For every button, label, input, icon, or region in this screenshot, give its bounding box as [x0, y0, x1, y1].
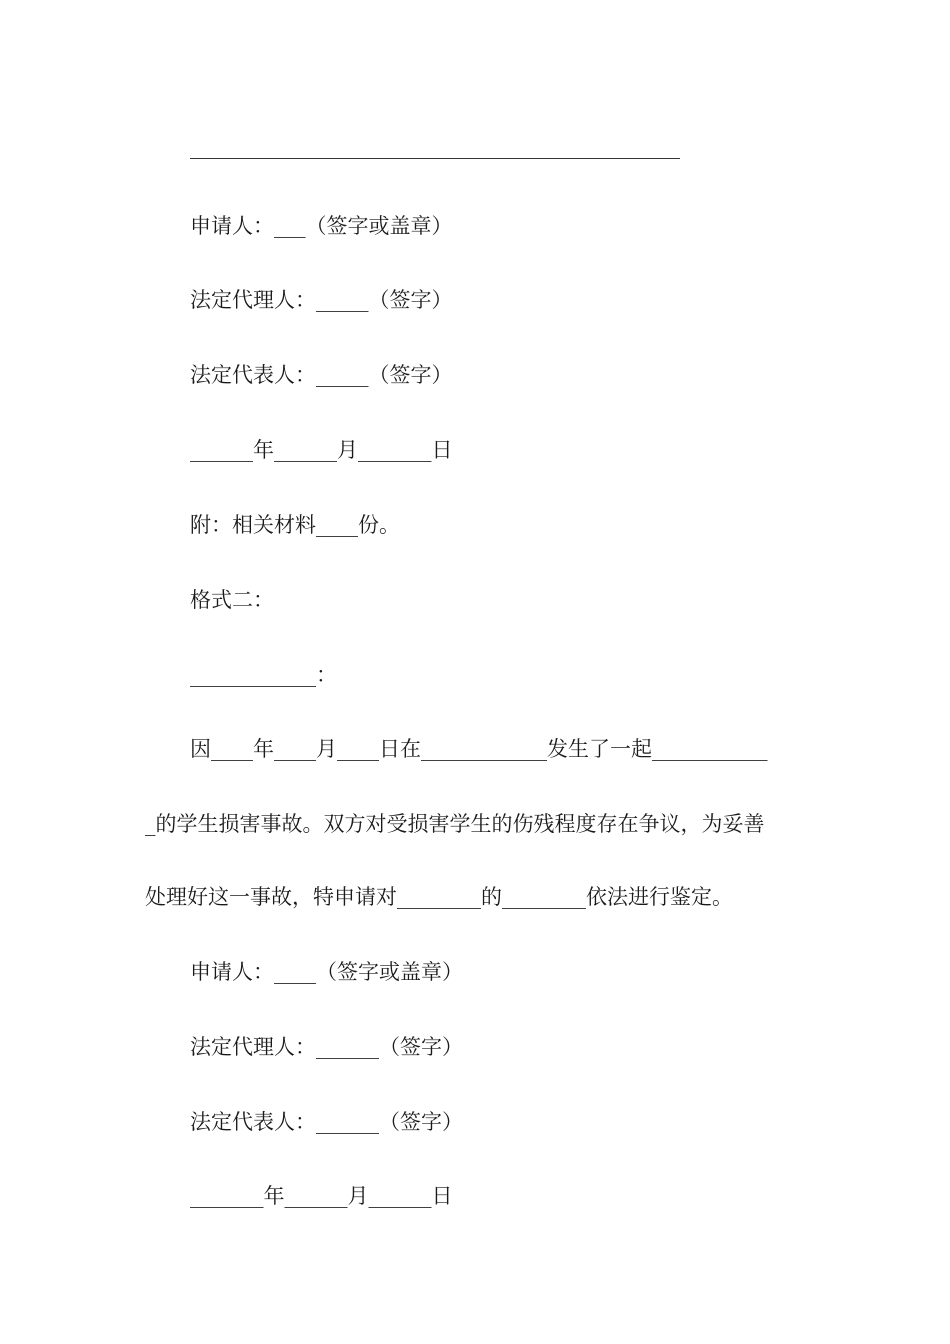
applicant-line-2: 申请人：____（签字或盖章） — [190, 960, 463, 984]
legal-representative-line-1: 法定代表人：_____（签字） — [190, 363, 453, 387]
body-paragraph-line-3: 处理好这一事故，特申请对________的________依法进行鉴定。 — [145, 885, 733, 909]
recipient-line: ____________： — [190, 663, 337, 687]
body-paragraph-line-2: _的学生损害事故。双方对受损害学生的伤残程度存在争议，为妥善 — [145, 812, 765, 836]
legal-agent-line-1: 法定代理人：_____（签字） — [190, 288, 453, 312]
applicant-line-1: 申请人：___（签字或盖章） — [190, 214, 453, 238]
date-line-1: ______年______月_______日 — [190, 438, 453, 462]
date-line-2: _______年______月______日 — [190, 1184, 453, 1208]
format-two-heading: 格式二： — [190, 588, 274, 612]
top-underline — [190, 158, 680, 159]
legal-agent-line-2: 法定代理人：______（签字） — [190, 1035, 463, 1059]
legal-representative-line-2: 法定代表人：______（签字） — [190, 1110, 463, 1134]
body-paragraph-line-1: 因____年____月____日在____________发生了一起___________ — [190, 737, 768, 761]
attachment-line: 附：相关材料____份。 — [190, 513, 400, 537]
